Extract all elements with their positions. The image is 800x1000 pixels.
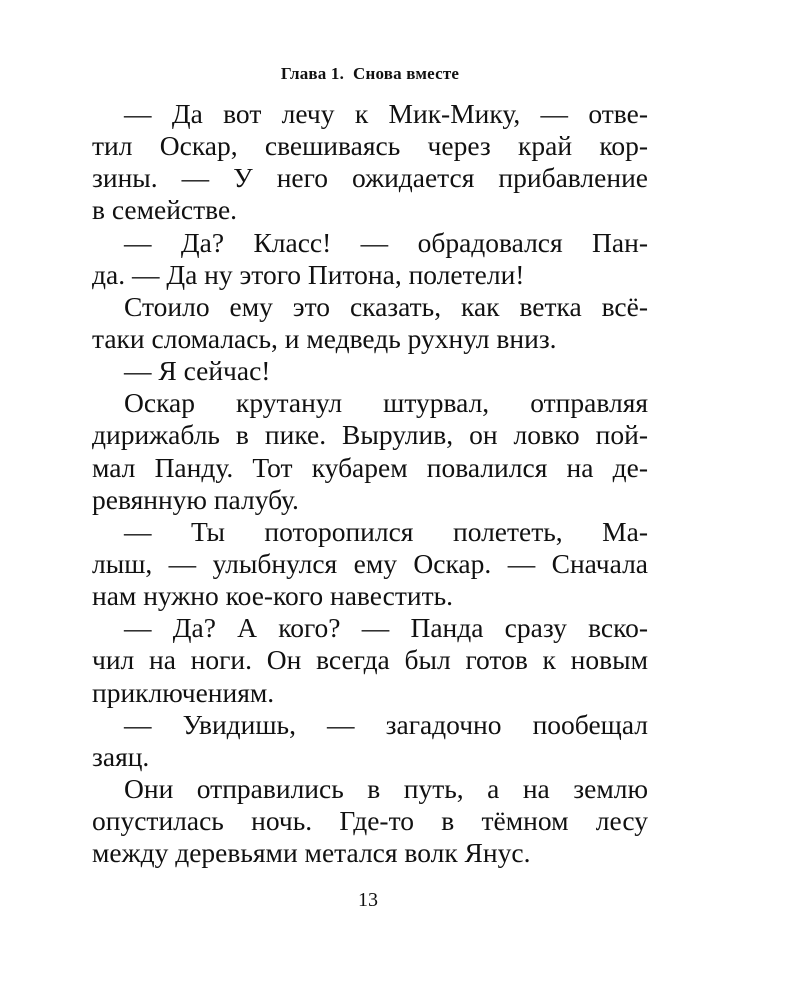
running-head: Глава 1. Снова вместе bbox=[280, 64, 460, 83]
text-line: — Ты поторопился полететь, Ма- bbox=[124, 515, 648, 547]
text-line: зины. — У него ожидается прибавление bbox=[92, 162, 648, 194]
text-line: — Да вот лечу к Мик-Мику, — отве- bbox=[124, 98, 648, 129]
text-line: нам нужно кое-кого навестить. bbox=[92, 580, 454, 612]
text-line: таки сломалась, и медведь рухнул вниз. bbox=[92, 322, 557, 354]
text-line: — Да? Класс! — обрадовался Пан- bbox=[124, 226, 648, 258]
text-line: Они отправились в путь, а на землю bbox=[124, 772, 648, 804]
page-number: 13 bbox=[358, 889, 378, 911]
text-line: в семействе. bbox=[92, 194, 238, 226]
body-text bbox=[92, 98, 648, 869]
text-line: опустилась ночь. Где-то в тёмном лесу bbox=[92, 805, 648, 837]
text-line: заяц. bbox=[92, 740, 150, 772]
text-line: дирижабль в пике. Вырулив, он ловко пой- bbox=[92, 419, 648, 451]
text-line: между деревьями метался волк Янус. bbox=[92, 837, 531, 869]
text-line: Стоило ему это сказать, как ветка всё- bbox=[124, 290, 648, 322]
text-line: Оскар крутанул штурвал, отправляя bbox=[124, 387, 648, 419]
text-line: — Я сейчас! bbox=[124, 355, 271, 387]
text-line: лыш, — улыбнулся ему Оскар. — Сначала bbox=[92, 547, 648, 579]
text-line: тил Оскар, свешиваясь через край кор- bbox=[92, 130, 648, 162]
text-line: приключениям. bbox=[92, 676, 275, 708]
text-line: ревянную палубу. bbox=[92, 483, 299, 515]
text-line: чил на ноги. Он всегда был готов к новым bbox=[92, 644, 648, 676]
text-line: да. — Да ну этого Питона, полетели! bbox=[92, 258, 525, 290]
text-line: — Увидишь, — загадочно пообещал bbox=[124, 708, 648, 740]
text-line: мал Панду. Тот кубарем повалился на де- bbox=[92, 451, 648, 483]
text-line: — Да? А кого? — Панда сразу вско- bbox=[124, 612, 648, 644]
